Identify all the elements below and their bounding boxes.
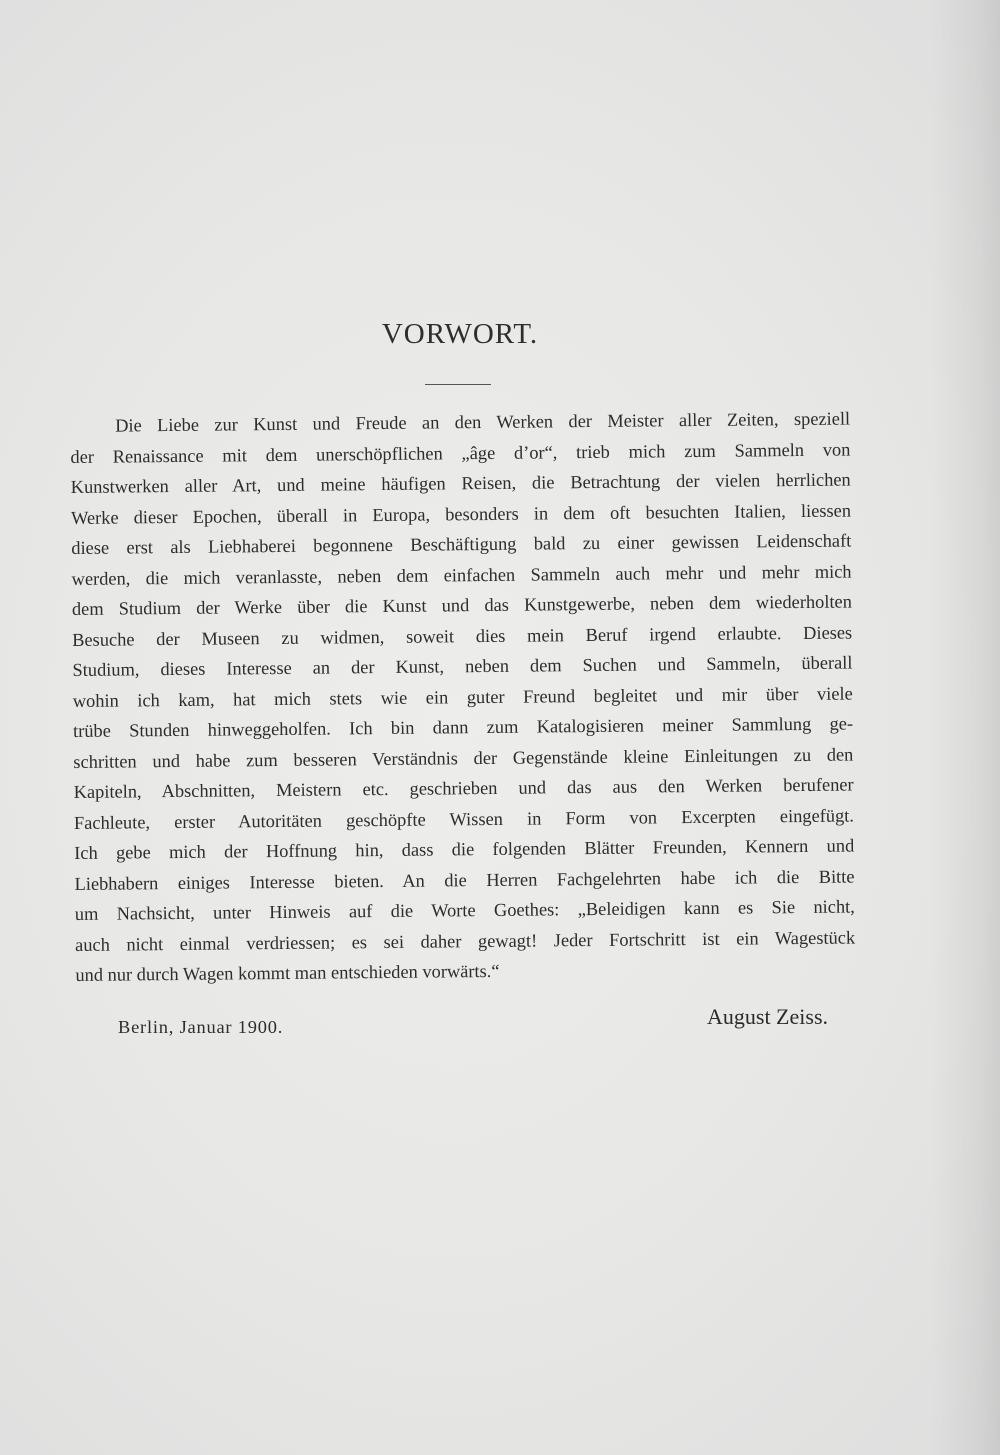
text-line: werden, die mich veranlasste, neben dem einfachen Sammeln auch mehr und mehr mich <box>71 561 852 589</box>
text-line: um Nachsicht, unter Hinweis auf die Worte Goethes: „Beleidigen kann es Sie nicht, <box>74 896 855 924</box>
text-line: schritten und habe zum besseren Verständnis der Gegenstände kleine Einleitungen zu den <box>73 743 854 772</box>
text-line: Ich gebe mich der Hoffnung hin, dass die folgenden Blätter Freunden, Kennern und <box>74 835 855 863</box>
text-line: trübe Stunden hinweggeholfen. Ich bin dann zum Katalogisieren meiner Sammlung ge- <box>72 713 854 741</box>
text-line: Studium, dieses Interesse an der Kunst, neben dem Suchen und Sammeln, überall <box>72 652 853 680</box>
text-line: auch nicht einmal verdriessen; es sei daher gewagt! Jeder Fortschritt ist ein Wagestück <box>75 926 856 955</box>
text-line: Liebhabern einiges Interesse bieten. An die Herren Fachgelehrten habe ich die Bitte <box>74 865 855 894</box>
text-line: Besuche der Museen zu widmen, soweit dies mein Beruf irgend erlaubte. Dieses <box>72 622 853 650</box>
signature: August Zeiss. <box>707 1004 828 1029</box>
preface-body <box>70 404 856 991</box>
text-line: diese erst als Liebhaberei begonnene Beschäftigung bald zu einer gewissen Leidenschaft <box>71 530 852 558</box>
text-line: und nur durch Wagen kommt man entschieden vorwärts.“ <box>75 960 500 985</box>
text-line: Fachleute, erster Autoritäten geschöpfte Wissen in Form von Excerpten eingefügt. <box>73 804 855 833</box>
text-line: Kunstwerken aller Art, und meine häufigen Reisen, die Betrachtung der vielen herrlichen <box>70 469 851 497</box>
page-edge-shadow <box>930 0 1000 1455</box>
text-line: wohin ich kam, hat mich stets wie ein guter Freund begleitet und mir über viele <box>72 682 853 711</box>
text-line: Werke dieser Epochen, überall in Europa, besonders in dem oft besuchten Italien, liessen <box>70 500 852 528</box>
page-title: VORWORT. <box>381 318 539 350</box>
text-line: dem Studium der Werke über die Kunst und das Kunstgewerbe, neben dem wiederholten <box>71 591 852 619</box>
text-line: Kapiteln, Abschnitten, Meistern etc. geschrieben und das aus den Werken berufener <box>73 774 854 802</box>
place-date: Berlin, Januar 1900. <box>118 1017 284 1037</box>
text-line: Die Liebe zur Kunst und Freude an den Werken der Meister aller Zeiten, speziell <box>115 408 851 436</box>
text-line: der Renaissance mit dem unerschöpflichen „âge d’or“, trieb mich zum Sammeln von <box>70 439 851 467</box>
title-divider <box>425 384 491 385</box>
